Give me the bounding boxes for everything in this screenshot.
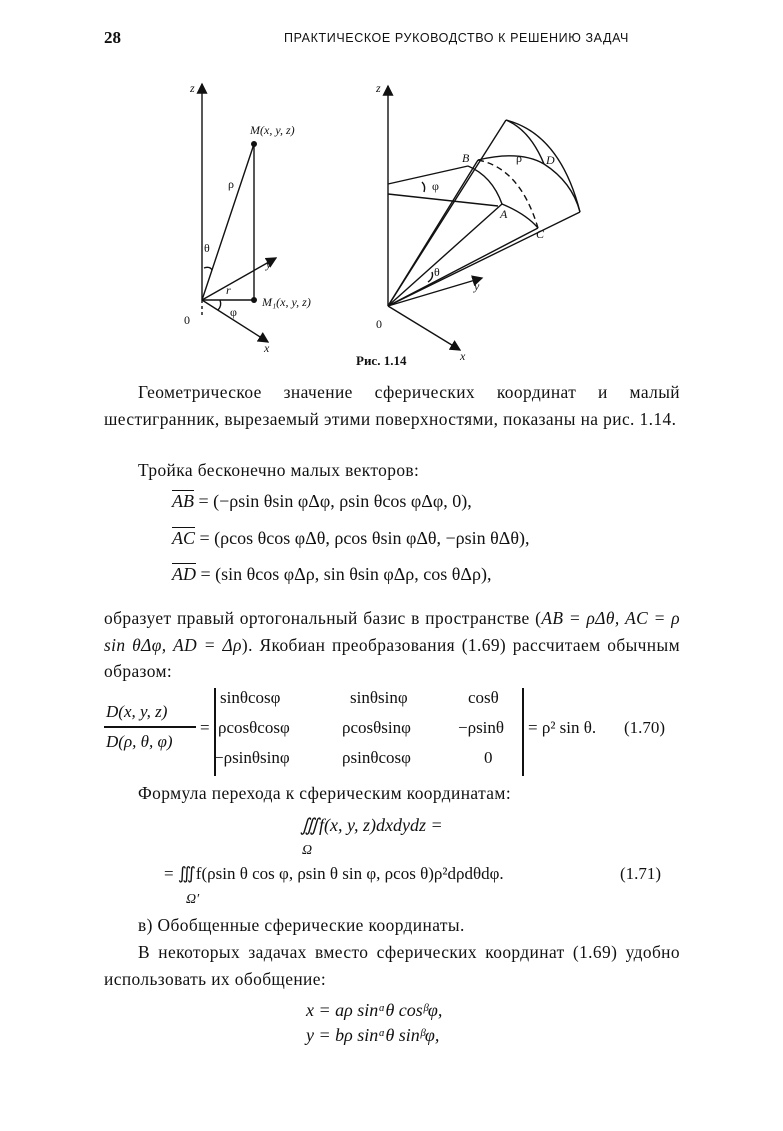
right-diagram <box>388 86 580 350</box>
y-axis <box>202 258 276 300</box>
integral-line-2: = ∭f(ρsin θ cos φ, ρsin θ sin φ, ρcos θ)ρ²dρdθdφ. <box>164 864 504 883</box>
matrix-r1c1: sinθcosφ <box>220 688 281 707</box>
left-x-label: x <box>264 341 270 355</box>
matrix-r2c2: ρcosθsinφ <box>342 718 411 737</box>
equation-number-1-71: (1.71) <box>620 864 662 883</box>
left-y-label: y <box>266 257 272 271</box>
paragraph-geometric-meaning: Геометрическое значение сферических координат и малый шестигранник, вырезаемый этими поверхностями, показаны на рис. 1.14. <box>104 382 680 429</box>
x-axis-right <box>388 306 460 350</box>
left-rho-label: ρ <box>228 177 234 191</box>
page-number: 28 <box>104 28 121 47</box>
left-r-label: r <box>226 283 231 297</box>
matrix-r2c1: ρcosθcosφ <box>218 718 290 737</box>
integral-domain-1: Ω <box>302 843 313 858</box>
right-theta-label: θ <box>434 265 440 279</box>
phi-arc <box>218 300 221 310</box>
matrix-r3c3: 0 <box>484 748 493 767</box>
jacobian-formula: D(x, y, z) D(ρ, θ, φ) = sinθcosφ sinθsinφ cosθ ρcosθcosφ ρcosθsinφ −ρsinθ −ρsinθsinφ ρsinθcosφ 0 = ρ² sin θ. (1.70) <box>104 688 684 778</box>
point-a-label: A <box>500 207 508 221</box>
paragraph-basis: образует правый ортогональный базис в пространстве (AB = ρΔθ, AC = ρ sin θΔφ, AD = Δρ). Якобиан преобразования (1.69) рассчитаем обычным образом: <box>104 608 680 681</box>
left-theta-label: θ <box>204 241 210 255</box>
vector-ab: $\overline{AB} = (-\rho\sin$ θsin φΔφ, ρsin θcos φΔφ, 0), <box>172 491 472 511</box>
point-d-label: D <box>546 153 555 167</box>
paragraph-vectors-intro: Тройка бесконечно малых векторов: <box>138 460 420 480</box>
right-x-label: x <box>460 349 466 363</box>
point-m-label: M(x, y, z) <box>250 123 295 137</box>
equation-number-1-70: (1.70) <box>624 718 666 737</box>
integral-domain-2: Ω′ <box>186 892 200 907</box>
generalized-x: x = aρ sinᵅθ cosᵝφ, <box>306 1000 443 1020</box>
matrix-r3c2: ρsinθcosφ <box>342 748 411 767</box>
theta-arc <box>204 267 212 270</box>
matrix-r1c2: sinθsinφ <box>350 688 408 707</box>
right-phi-label: φ <box>432 179 439 193</box>
left-origin-label: 0 <box>184 313 190 327</box>
fraction-bar <box>104 726 196 728</box>
rho-line <box>202 144 254 300</box>
matrix-r3c1: −ρsinθsinφ <box>214 748 290 767</box>
point-c-label: C <box>536 227 545 241</box>
jacobian-denominator: D(ρ, θ, φ) <box>106 732 173 751</box>
right-y-label: y <box>474 279 480 293</box>
generalized-y: y = bρ sinᵅθ sinᵝφ, <box>306 1025 440 1045</box>
integral-line-1: ∭f(x, y, z)dxdydz = <box>300 815 443 835</box>
left-z-label: z <box>190 81 195 95</box>
right-z-label: z <box>376 81 381 95</box>
paragraph-generalized-heading: в) Обобщенные сферические координаты. <box>138 915 465 935</box>
vector-ac: $\overline{AC} = (\rho\cos$ θcos φΔθ, ρcos θsin φΔθ, −ρsin θΔθ), <box>172 528 530 548</box>
point-b-label: B <box>462 151 470 165</box>
right-rho-label: ρ <box>516 151 522 165</box>
figure-caption: Рис. 1.14 <box>356 353 407 368</box>
running-title: ПРАКТИЧЕСКОЕ РУКОВОДСТВО К РЕШЕНИЮ ЗАДАЧ <box>284 31 629 45</box>
right-origin-label: 0 <box>376 317 382 331</box>
vector-ad: $\overline{AD} = (\sin$ θcos φΔρ, sin θsin φΔρ, cos θΔρ), <box>172 564 492 584</box>
jacobian-result: = ρ² sin θ. <box>528 718 597 737</box>
point-m1-label: M₁(x, y, z) <box>262 295 311 309</box>
paragraph-formula-intro: Формула перехода к сферическим координатам: <box>138 783 512 803</box>
matrix-r1c3: cosθ <box>468 688 499 707</box>
matrix-r2c3: −ρsinθ <box>458 718 505 737</box>
left-phi-label: φ <box>230 305 237 319</box>
paragraph-generalized-intro: В некоторых задачах вместо сферических координат (1.69) удобно использовать их обобщение: <box>104 942 680 989</box>
jacobian-numerator: D(x, y, z) <box>106 702 168 721</box>
figure-1-14 <box>170 72 690 372</box>
